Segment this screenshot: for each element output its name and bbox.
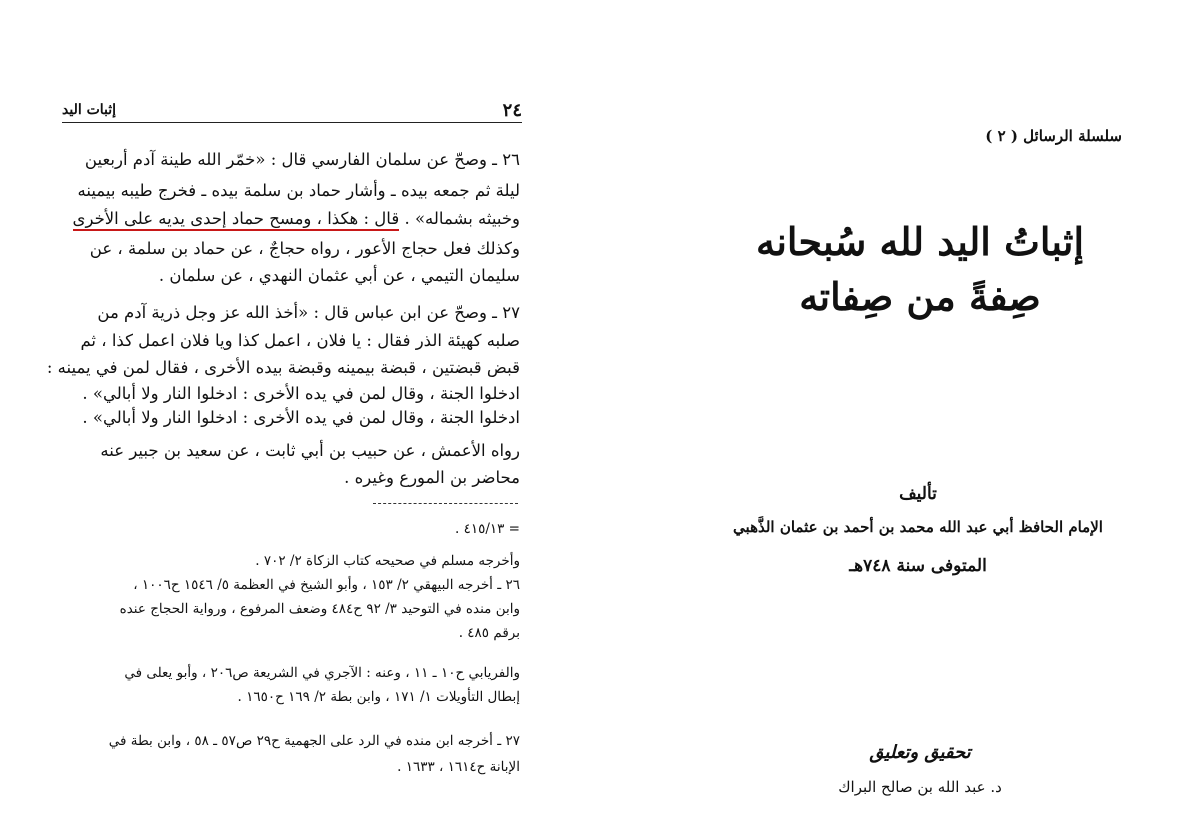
author-death-date: المتوفى سنة ٧٤٨هـ: [849, 556, 987, 576]
series-label: سلسلة الرسائل ( ٢ ): [985, 127, 1122, 145]
page-number: ٢٤: [502, 100, 522, 121]
body-line-3: [72, 206, 520, 232]
footnote-line-6: والفريابي ح١٠ ـ ١١ ، وعنه : الآجري في الشريعة ص٢٠٦ ، وأبو يعلى في: [124, 665, 520, 681]
body-line-12-rawaah: محاضر بن المورع وغيره .: [344, 468, 520, 487]
body-line-3-start: وخبيثه بشماله» .: [399, 209, 520, 228]
footnote-line-5: برقم ٤٨٥ .: [458, 625, 520, 641]
body-line-6: ٢٧ ـ وصحّ عن ابن عباس قال : «أخذ الله عز وجل ذرية آدم من: [97, 303, 520, 322]
body-line-4: وكذلك فعل حجاج الأعور ، رواه حجاجٌ ، عن حماد بن سلمة ، عن: [89, 239, 520, 258]
footnote-line-9: الإبانة ح١٦١٤ ، ١٦٣٣ .: [397, 759, 520, 775]
tahqiq-label: تحقيق وتعليق: [869, 742, 971, 763]
body-line-5: سليمان التيمي ، عن أبي عثمان النهدي ، عن سلمان .: [158, 266, 520, 285]
footnote-line-3: ٢٦ ـ أخرجه البيهقي ٢/ ١٥٣ ، وأبو الشيخ في العظمة ٥/ ١٥٤٦ ح١٠٠٦ ،: [133, 577, 520, 593]
body-line-7: صلبه كهيئة الذر فقال : يا فلان ، اعمل كذا ويا فلان اعمل كذا ، ثم: [80, 331, 520, 350]
running-header: [62, 100, 522, 123]
author-name: الإمام الحافظ أبي عبد الله محمد بن أحمد بن عثمان الذَّهبي: [733, 518, 1103, 536]
body-line-2: ليلة ثم جمعه بيده ـ وأشار حماد بن سلمة بيده ـ فخرج طيبه بيمينه: [77, 181, 520, 200]
right-page: [600, 0, 1200, 839]
running-title: إثبات اليد: [62, 102, 117, 118]
book-title-line-1: إثباتُ اليد لله سُبحانه: [755, 219, 1085, 264]
body-line-8: قبض قبضتين ، قبضة بيمينه وقبضة بيده الأخرى ، فقال لمن في يمينه :: [46, 358, 520, 377]
book-title-line-2: صِفةً من صِفاته: [799, 274, 1041, 319]
footnote-line-4: وابن منده في التوحيد ٣/ ٩٢ ح٤٨٤ وضعف المرفوع ، ورواية الحجاج عنده: [119, 601, 520, 617]
footnote-line-1: = ٤١٥/١٣ .: [454, 521, 520, 537]
body-line-10: ادخلوا الجنة ، وقال لمن في يده الأخرى : ادخلوا النار ولا أبالي» .: [82, 408, 520, 427]
body-line-11-rawaah: رواه الأعمش ، عن حبيب بن أبي ثابت ، عن سعيد بن جبير عنه: [100, 441, 520, 460]
footnote-line-2: وأخرجه مسلم في صحيحه كتاب الزكاة ٢/ ٧٠٢ .: [255, 553, 520, 569]
editor-name: د. عبد الله بن صالح البراك: [838, 778, 1002, 796]
author-label: تأليف: [899, 484, 937, 504]
body-line-9: ادخلوا الجنة ، وقال لمن في يده الأخرى : ادخلوا النار ولا أبالي» .: [82, 384, 520, 403]
body-line-1: ٢٦ ـ وصحّ عن سلمان الفارسي قال : «خمّر الله طينة آدم أربعين: [84, 150, 520, 169]
footnote-line-7: إبطال التأويلات ١/ ١٧١ ، وابن بطة ٢/ ١٦٩ ح١٦٥٠ .: [237, 689, 520, 705]
footnote-line-8: ٢٧ ـ أخرجه ابن منده في الرد على الجهمية ح٢٩ ص٥٧ ـ ٥٨ ، وابن بطة في: [108, 733, 520, 749]
footnote-separator: [373, 503, 518, 504]
underlined-quote: قال : هكذا ، ومسح حماد إحدى يديه على الأخرى: [73, 209, 400, 231]
